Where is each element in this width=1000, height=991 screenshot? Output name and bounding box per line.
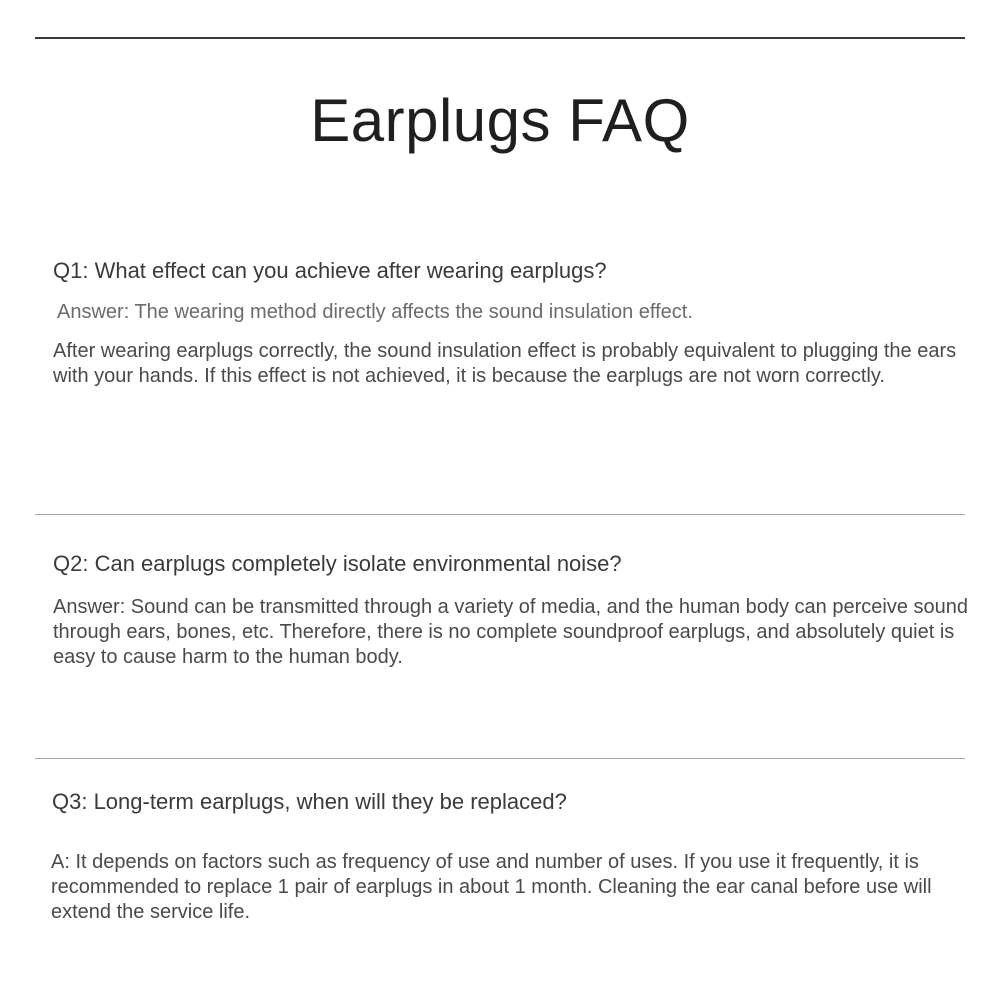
answer-1-lead: Answer: The wearing method directly affects the sound insulation effect. <box>57 301 693 323</box>
answer-3-body: A: It depends on factors such as frequency of use and number of uses. If you use it frequently, it is recommended to replace 1 pair of earplugs in about 1 month. Cleaning the ear canal before use will extend the service life. <box>51 851 932 923</box>
question-2: Q2: Can earplugs completely isolate environmental noise? <box>53 551 622 576</box>
question-1: Q1: What effect can you achieve after wearing earplugs? <box>53 258 607 283</box>
answer-2-body: Answer: Sound can be transmitted through a variety of media, and the human body can perceive sound through ears, bones, etc. Therefore, there is no complete soundproof earplugs, and absolutely quiet is easy to cause harm to the human body. <box>53 596 968 668</box>
top-divider <box>35 37 965 39</box>
page-title: Earplugs FAQ <box>310 87 690 154</box>
section-divider-1 <box>35 514 965 515</box>
question-3: Q3: Long-term earplugs, when will they be replaced? <box>52 789 567 814</box>
answer-1-body: After wearing earplugs correctly, the sound insulation effect is probably equivalent to plugging the ears with your hands. If this effect is not achieved, it is because the earplugs are not worn correctly. <box>53 340 957 387</box>
section-divider-2 <box>35 758 965 759</box>
